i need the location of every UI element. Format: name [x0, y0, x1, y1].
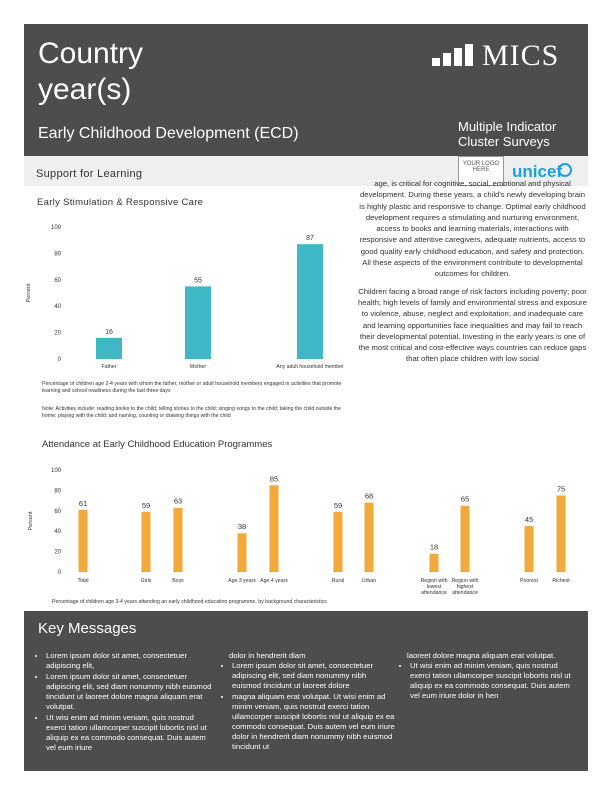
bar-value-label: 59 [141, 500, 151, 510]
bar [365, 503, 374, 572]
y-tick-label: 40 [54, 529, 61, 536]
attendance-note: Percentage of children age 3-4 years attending an early childhood education programme, by background characteristics [52, 599, 327, 605]
key-messages-column-2 [220, 651, 396, 753]
y-tick-label: 60 [54, 508, 61, 515]
bar [79, 510, 88, 572]
attendance-chart [24, 460, 588, 598]
bar [430, 554, 439, 572]
stimulation-title: Early Stimulation & Responsive Care [37, 197, 204, 208]
key-message-continuation: laoreet dolore magna aliquam erat volutpat. [407, 651, 556, 660]
mics-tagline: Multiple Indicator Cluster Surveys [458, 119, 557, 149]
key-message-item: • Lorem ipsum dolor sit amet, consectetuer adipiscing elit, sed diam nonummy nibh euismod tincidunt ut laoreet dolore magna aliquam erat volutpat. [46, 672, 216, 712]
y-tick-label: 0 [57, 570, 61, 576]
x-tick-label: Urban [361, 578, 377, 584]
x-tick-label: Boys [172, 578, 184, 584]
x-tick-label: attendance [452, 590, 478, 596]
intro-text [357, 179, 588, 432]
bar-value-label: 63 [173, 496, 183, 506]
x-tick-label: attendance [421, 590, 447, 596]
intro-paragraph-2: Children facing a broad range of risk factors including poverty; poor health; high levels of family and environmental stress and exposure to violence, abuse, neglect and exploitation; and inadequate care and learning opportunities face inequalities and may fail to reach their developmental potential. Investing in the early years is one of the most critical and cost-effective ways countries can reduce gaps that often place children with low social [357, 286, 588, 364]
x-tick-label: lowest [426, 584, 442, 590]
key-message-item: • Lorem ipsum dolor sit amet, consectetuer adipiscing elit, sed diam nonummy nibh euismod tincidunt ut laoreet dolore [232, 661, 396, 691]
bar [461, 506, 470, 572]
bar [557, 496, 566, 573]
bar [334, 512, 343, 572]
y-tick-label: 100 [50, 468, 61, 474]
unicef-globe-icon [558, 163, 572, 177]
x-tick-label: Region with [451, 578, 479, 584]
x-tick-label: highest [456, 584, 474, 590]
stimulation-chart [24, 214, 354, 374]
bar [142, 512, 151, 572]
header-band [24, 24, 588, 156]
y-tick-label: 40 [54, 304, 61, 311]
bar-value-label: 61 [78, 498, 88, 508]
bar [297, 244, 323, 359]
page-subtitle: Early Childhood Development (ECD) [38, 125, 299, 142]
key-message-continuation: dolor in hendrerit diam [229, 651, 306, 660]
bar [270, 485, 279, 572]
y-axis-label: Percent [26, 283, 32, 303]
y-tick-label: 100 [50, 225, 61, 231]
page-title: Country year(s) [38, 37, 144, 106]
bar [96, 338, 122, 359]
x-tick-label: Father [101, 364, 117, 370]
key-message-item: • Ut wisi enim ad minim veniam, quis nostrud exerci tation ullamcorper suscipit lobortis nisl ut aliquip ex ea commodo consequat. Duis autem vel eum iriure [46, 713, 216, 753]
x-tick-label: Any adult household member [276, 364, 344, 370]
bar [525, 526, 534, 572]
bar-value-label: 68 [364, 491, 374, 501]
key-message-item: • Ut wisi enim ad minim veniam, quis nostrud exerci tation ullamcorper suscipit lobortis nisl ut aliquip ex ea commodo consequat. Duis autem vel eum iriure dolor in hen [410, 661, 574, 701]
y-tick-label: 80 [54, 488, 61, 495]
bar-value-label: 59 [333, 500, 343, 510]
y-tick-label: 20 [54, 549, 61, 556]
logo-placeholder-text: YOUR LOGO HERE [462, 161, 500, 173]
y-tick-label: 0 [57, 357, 61, 363]
key-messages-title: Key Messages [38, 620, 137, 637]
bar [238, 533, 247, 572]
stimulation-activities-note: Note: Activities include: reading books to the child; telling stories to the child; singing songs to the child; taking the child outside the home; playing with the child; and naming, counting or drawing things with the child [42, 406, 342, 419]
mics-logo-text: MICS [482, 39, 560, 72]
support-label: Support for Learning [36, 168, 143, 180]
bar-value-label: 16 [105, 328, 113, 336]
x-tick-label: Mother [189, 364, 207, 370]
bar [174, 508, 183, 572]
x-tick-label: Poorest [520, 578, 538, 584]
bar-value-label: 65 [460, 494, 470, 504]
bar-value-label: 38 [237, 522, 247, 532]
x-tick-label: Age 3 years [228, 578, 256, 584]
bar-value-label: 55 [194, 277, 202, 285]
x-tick-label: Rural [331, 578, 345, 584]
bar-value-label: 75 [556, 484, 566, 494]
attendance-title: Attendance at Early Childhood Education Programmes [42, 439, 273, 450]
x-tick-label: Total [77, 578, 89, 584]
x-tick-label: Region with [420, 578, 448, 584]
intro-paragraph-1: age, is critical for cognitive, social, emotional and physical development. During these years, a child's newly developing brain is highly plastic and responsive to change. Optimal early childhood development requires a stimulating and nurturing environment, access to books and learning materials, interactions with responsive and attentive caregivers, adequate nutrients, access to good quality early childhood education, and safety and protection. All these aspects of the environment contribute to developmental outcomes for children. [359, 179, 586, 279]
y-tick-label: 60 [54, 277, 61, 284]
x-tick-label: Richest [552, 578, 570, 584]
unicef-logo: unicef [512, 162, 563, 181]
mics-logo-icon [432, 44, 478, 66]
x-tick-label: Girls [140, 578, 152, 584]
key-messages-column-1 [34, 651, 216, 754]
bar-value-label: 87 [306, 235, 314, 243]
bar-value-label: 18 [429, 542, 439, 552]
key-message-item: • magna aliquam erat volutpat. Ut wisi enim ad minim veniam, quis nostrud exerci tation ullamcorper suscipit lobortis nisl ut aliquip ex ea commodo consequat. Duis autem vel eum iriure dolor in hendrerit diam nonummy nibh euismod tincidunt ut [232, 692, 396, 752]
bar-value-label: 85 [269, 474, 279, 484]
y-tick-label: 80 [54, 251, 61, 258]
key-messages-column-3 [398, 651, 574, 702]
bar-value-label: 45 [524, 515, 534, 525]
key-message-item: • Lorem ipsum dolor sit amet, consectetuer adipiscing elit, [46, 651, 216, 671]
bar [185, 286, 211, 359]
x-tick-label: Age 4 years [260, 578, 288, 584]
y-axis-label: Percent [28, 511, 34, 531]
y-tick-label: 20 [54, 330, 61, 337]
stimulation-note: Percentage of children age 2-4 years with whom the father, mother or adult household members engaged in activities that promote learning and school readiness during the last three days [42, 381, 342, 394]
key-messages-box [24, 611, 588, 771]
